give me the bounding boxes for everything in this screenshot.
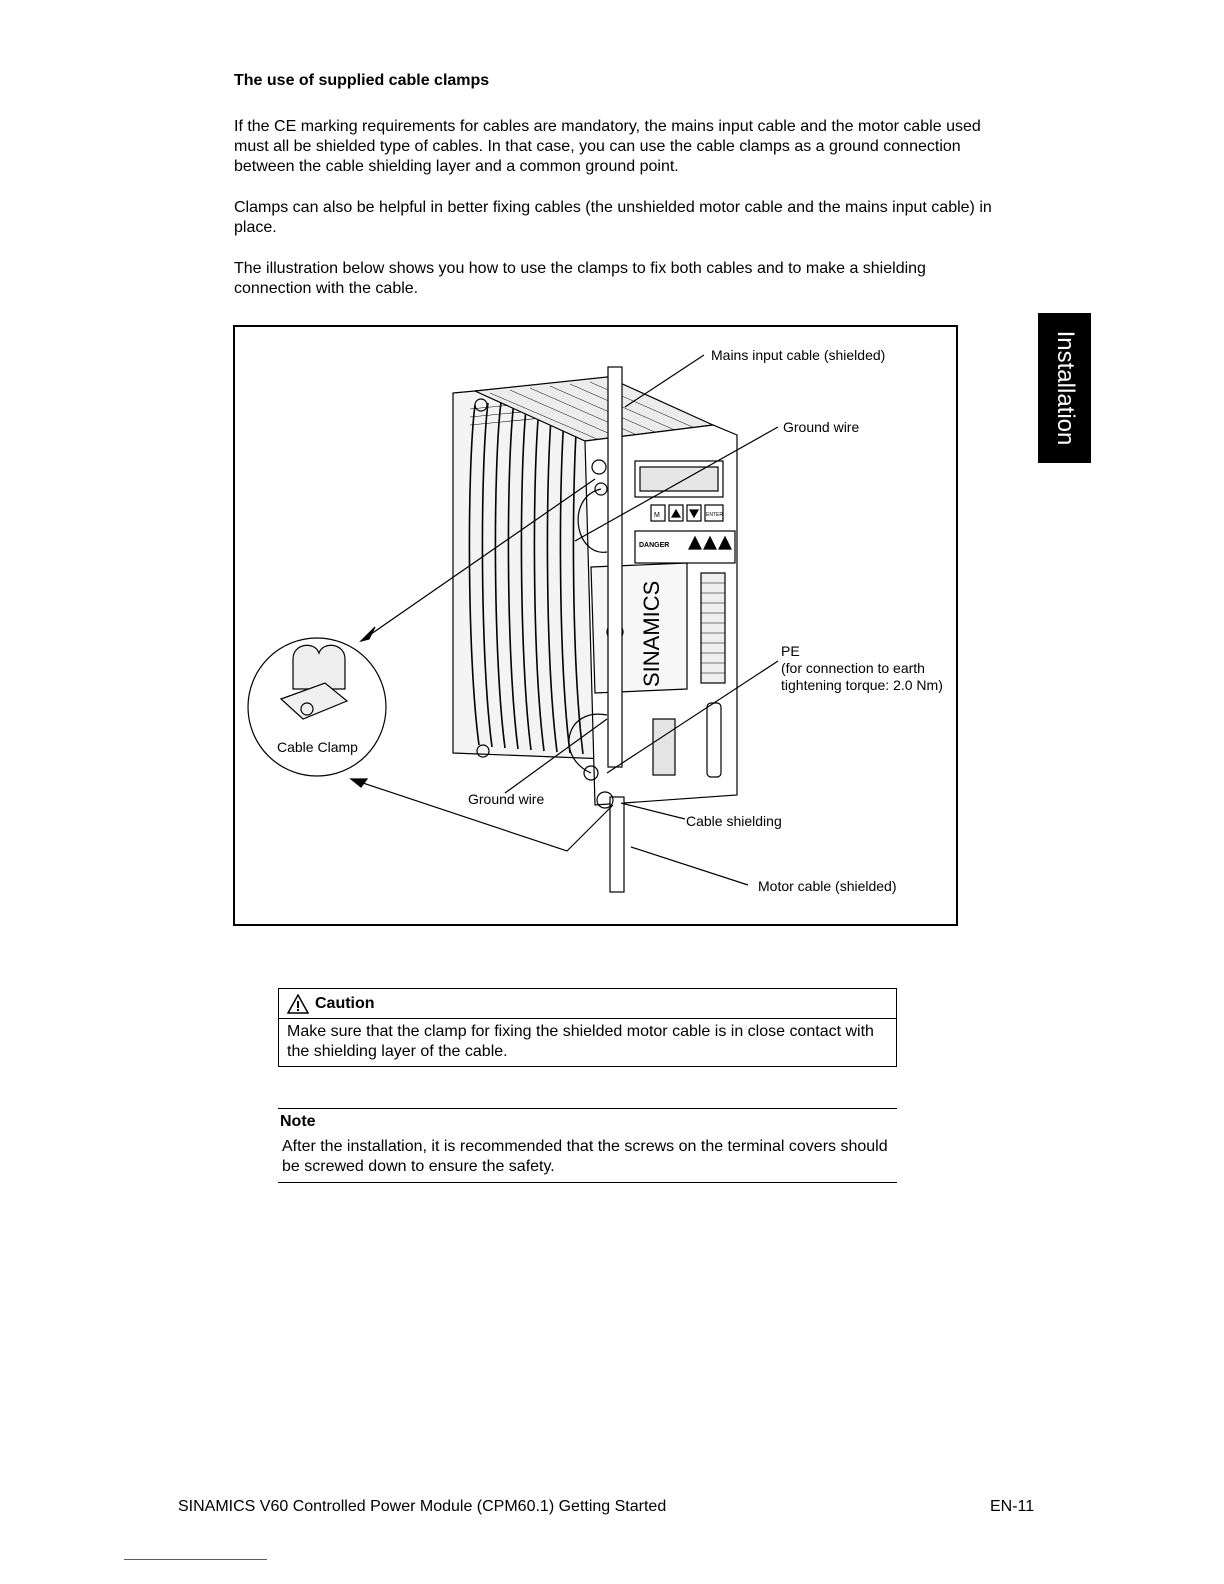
note-title: Note — [280, 1113, 316, 1130]
mains-cable — [608, 367, 622, 767]
section-heading: The use of supplied cable clamps — [234, 72, 490, 89]
caution-box — [278, 988, 897, 1067]
leader-cable-shielding — [621, 803, 685, 819]
signal-terminal-block — [701, 573, 725, 683]
paragraph-ce-requirements: If the CE marking requirements for cables are mandatory, the mains input cable and the motor cable used must all be shielded type of cables. In that case, you can use the cable clamps as a ground connection between the cable shielding layer and a common ground point. — [234, 118, 981, 175]
caution-title: Caution — [315, 994, 375, 1012]
label-cable-clamp: Cable Clamp — [277, 739, 358, 755]
footer-link-rule — [124, 1559, 267, 1560]
label-pe: PE — [781, 643, 800, 659]
danger-text: DANGER — [639, 542, 670, 549]
note-box — [278, 1108, 897, 1183]
paragraph-illustration-intro: The illustration below shows you how to use the clamps to fix both cables and to make a shielding connection with the cable. — [234, 260, 926, 297]
side-tab-installation — [1038, 313, 1091, 463]
cable-clamp-figure — [233, 325, 958, 926]
footer-page-number: EN-11 — [990, 1498, 1035, 1515]
label-pe-note2: tightening torque: 2.0 Nm) — [781, 677, 943, 693]
caution-header — [279, 989, 896, 1019]
warning-triangle-icon — [287, 994, 309, 1014]
motor-cable — [610, 797, 624, 892]
paragraph-clamp-fixing: Clamps can also be helpful in better fixing cables (the unshielded motor cable and the mains input cable) in place. — [234, 199, 992, 236]
key-m-text: M — [654, 512, 660, 519]
footer-document-title: SINAMICS V60 Controlled Power Module (CPM60.1) Getting Started — [178, 1498, 667, 1515]
label-mains-cable: Mains input cable (shielded) — [711, 347, 886, 363]
note-text: After the installation, it is recommended that the screws on the terminal covers should be screwed down to ensure the safety. — [282, 1138, 888, 1175]
arrow-from-bottom-clamp — [351, 779, 613, 851]
power-terminal — [653, 719, 675, 775]
brand-text: SINAMICS — [639, 580, 664, 687]
label-ground-wire-top: Ground wire — [783, 419, 860, 435]
leader-mains-cable — [625, 355, 704, 407]
key-enter-text: ENTER — [706, 512, 723, 518]
label-pe-note1: (for connection to earth — [781, 660, 925, 676]
drive-illustration — [235, 327, 958, 926]
clamp-shape — [293, 645, 345, 689]
label-cable-shielding: Cable shielding — [686, 813, 782, 829]
label-motor-cable: Motor cable (shielded) — [758, 878, 897, 894]
caution-text: Make sure that the clamp for fixing the shielded motor cable is in close contact with the shielding layer of the cable. — [287, 1023, 874, 1060]
leader-motor-cable — [631, 847, 748, 885]
label-ground-wire-bottom: Ground wire — [468, 791, 545, 807]
side-tab-label: Installation — [1051, 330, 1079, 446]
